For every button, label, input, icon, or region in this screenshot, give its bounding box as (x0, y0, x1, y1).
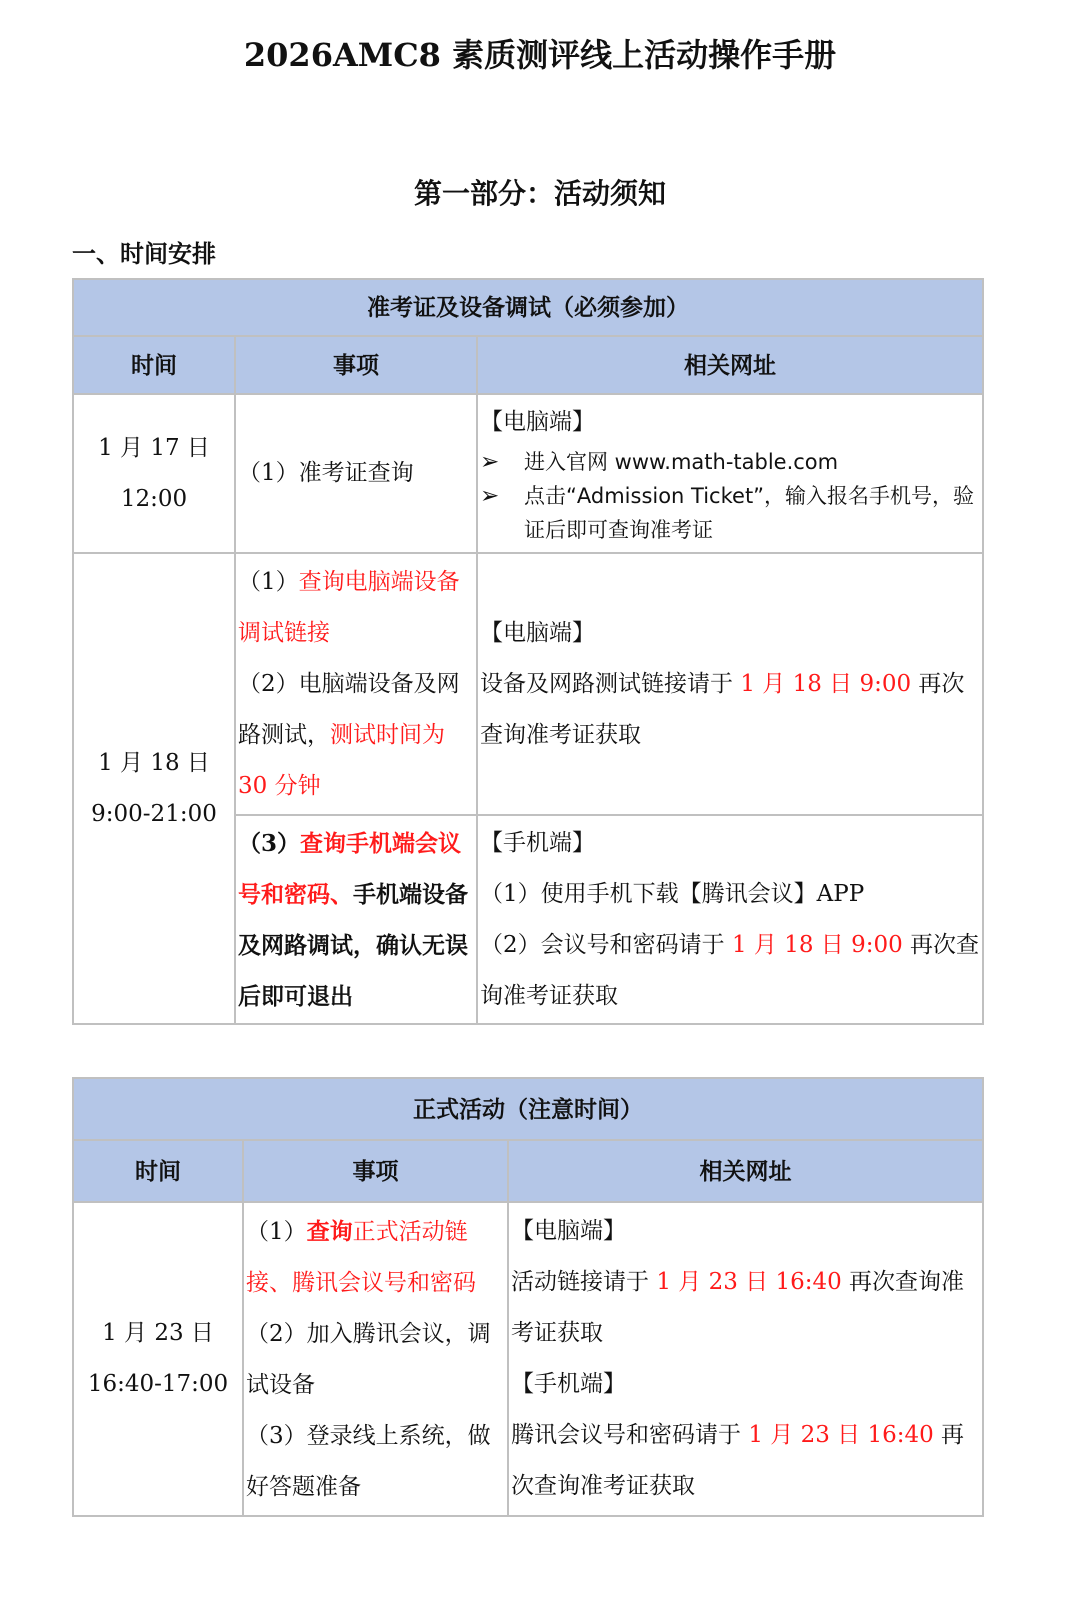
header-time: 时间 (73, 1140, 243, 1202)
header-item: 事项 (243, 1140, 508, 1202)
official-site-link[interactable]: 进入官网 www.math-table.com (524, 450, 839, 474)
item-cell: （1）查询电脑端设备调试链接 （2）电脑端设备及网路测试，测试时间为30 分钟 (235, 553, 477, 815)
table-row (73, 1202, 983, 1516)
table-caption: 准考证及设备调试（必须参加） (73, 279, 983, 336)
header-url: 相关网址 (508, 1140, 983, 1202)
url-cell: 【电脑端】 活动链接请于 1 月 23 日 16:40 再次查询准考证获取 【手机端】 腾讯会议号和密码请于 1 月 23 日 16:40 再次查询准考证获取 (508, 1202, 983, 1516)
device-test-table (72, 278, 984, 1025)
section-title: 一、时间安排 (72, 239, 216, 268)
part-title: 第一部分：活动须知 (413, 177, 666, 210)
time-cell: 1 月 17 日 12:00 (73, 394, 235, 553)
table-row (73, 394, 983, 553)
table-row (73, 553, 983, 815)
header-item: 事项 (235, 336, 477, 394)
url-cell: 【手机端】 （1）使用手机下载【腾讯会议】APP （2）会议号和密码请于 1 月 18 日 9:00 再次查询准考证获取 (477, 815, 983, 1024)
formal-activity-table (72, 1077, 984, 1517)
time-cell: 1 月 18 日 9:00-21:00 (73, 553, 235, 1024)
time-cell: 1 月 23 日 16:40-17:00 (73, 1202, 243, 1516)
url-cell: 【电脑端】 设备及网路测试链接请于 1 月 18 日 9:00 再次查询准考证获取 (477, 553, 983, 815)
item-cell: （3）查询手机端会议号和密码、手机端设备及网路调试，确认无误后即可退出 (235, 815, 477, 1024)
arrow-bullet-icon: ➢ (480, 449, 500, 475)
header-url: 相关网址 (477, 336, 983, 394)
url-cell: 【电脑端】 ➢ 进入官网 www.math-table.com ➢ 点击“Admission Ticket”，输入报名手机号，验证后即可查询准考证 (477, 394, 983, 553)
item-cell: （1）查询正式活动链接、腾讯会议号和密码 （2）加入腾讯会议，调试设备 （3）登录线上系统，做好答题准备 (243, 1202, 508, 1516)
table-caption: 正式活动（注意时间） (73, 1078, 983, 1140)
arrow-bullet-icon: ➢ (480, 483, 500, 509)
header-time: 时间 (73, 336, 235, 394)
document-title: 2026AMC8 素质测评线上活动操作手册 (243, 36, 837, 74)
item-cell: （1）准考证查询 (235, 394, 477, 553)
